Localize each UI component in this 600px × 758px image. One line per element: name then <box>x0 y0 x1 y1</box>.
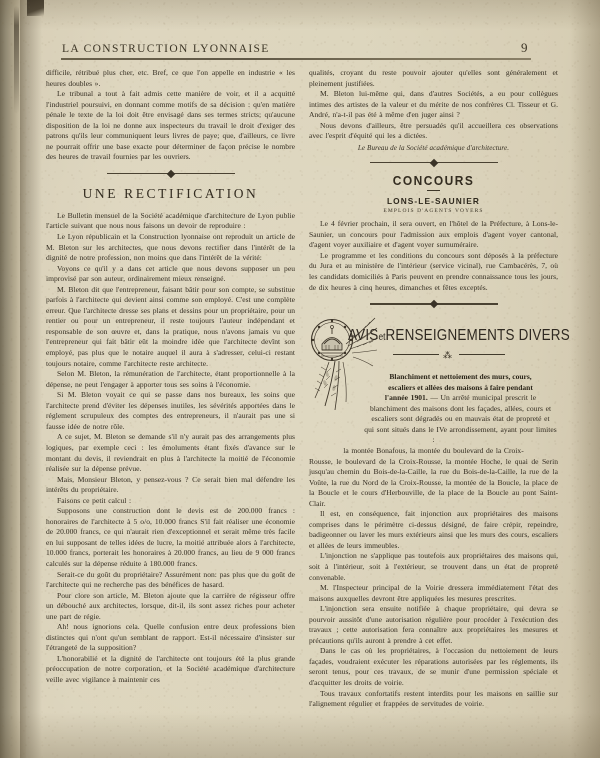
paragraph: Il est, en conséquence, fait injonction aux propriétaires des maisons comprises dans le périmètre ci-dessus désigné, de faire crépir, repeindre, badigeonner ou laver les murs extérieurs ainsi que les murs des cours, escaliers et allées de leurs immeubles. <box>309 509 558 550</box>
avis-banner-word-rest: RENSEIGNEMENTS DIVERS <box>385 325 570 344</box>
paragraph: Le programme et les conditions du concours sont déposés à la préfecture du Jura et au ministère de l'intérieur (service vicinal), rue Cambacérès, 7, où les candidats domiciliés à Paris peuvent en prendre connaissance tous les jours, de dix heures à cinq heures, dimanches et fêtes exceptés. <box>309 250 558 292</box>
paragraph: Supposons une construction dont le devis est de 200.000 francs : honoraires de l'architecte à 5 o/o, 10.000 francs S'il fait réaliser une économie de 20.000 francs, ce qui n'aurait rien d'exceptionnel et serait même très facile en lui supposant de telles idées de lucre, la moitié attribuée alors à l'architecte, 10.000 francs, porterait les honoraires à 20.000 francs, au lieu de 9 000 francs calculés sur la dépense réduite à 180.000 francs. <box>46 506 295 568</box>
paragraph: M. Bleton dit que l'entrepreneur, faisant bâtir pour son compte, se substitue parfois à l'architecte qui devient ainsi comme son employé. C'est une complète erreur. Que l'architecte dresse ses plans et dessins pour un propriétaire, pour un rentier ou pour un entrepreneur, il reste toujours l'auteur indépendant et responsable de son œuvre et, dans la pratique, nous n'avons jamais vu que l'entrepreneur qui fait bâtir eût la moindre idée que l'architecte devînt son employé, pas plus que le notaire auquel il aura à s'adresser, celui-ci restant toujours notaire, comme l'architecte reste architecte. <box>46 284 295 368</box>
binding-shadow <box>20 0 42 758</box>
avis-first-tail: — Un arrêté municipal prescrit le <box>427 393 537 403</box>
avis-banner-title <box>348 326 570 344</box>
page-edge-shading-right <box>570 0 600 758</box>
ornamental-divider <box>370 159 498 166</box>
paragraph: Faisons ce petit calcul : <box>57 495 132 505</box>
paragraph: Voyons ce qu'il y a dans cet article que nous devons supposer un peu improvisé par son auteur, ordinairement mieux renseigné. <box>46 263 295 284</box>
ornamental-divider <box>370 300 498 307</box>
paragraph-line: escaliers sont dégradés ou en mauvais état de propreté et <box>371 414 550 424</box>
avis-lead-line: Blanchiment et nettoiement des murs, cours, <box>389 372 532 382</box>
paragraph: Serait-ce du goût du propriétaire? Assurément non: pas plus que du goût de l'architecte qui ne recherche pas des bénéfices de hasard. <box>46 569 295 590</box>
paragraph: A ce sujet, M. Bleton se demande s'il n'y aurait pas des arrangements plus logiques, par exemple ceci : les émoluments étant fixés d'avance sur le montant du devis, il reviendrait en plus à l'architecte la moitié de l'économie réalisée sur la dépense prévue. <box>46 432 295 474</box>
right-column <box>309 68 570 709</box>
paragraph: Mais, Monsieur Bleton, y pensez-vous ? Ce serait bien mal défendre les intérêts du propriétaire. <box>46 474 295 495</box>
avis-banner-word-et: et <box>378 330 386 343</box>
paragraph: Dans le cas où les propriétaires, à l'occasion du nettoiement de leurs façades, voudraient exécuter les réparations autorisées par les réglements, ils seront tenus, pour ces travaux, de se munir d'une permission spéciale et d'acquitter les droits de voirie. <box>309 646 558 687</box>
avis-lead-line: escaliers et allées des maisons à faire pendant <box>388 382 533 392</box>
paragraph: Selon M. Bleton, la rémunération de l'architecte, étant proportionnelle à la dépense, ne peut l'engager à apporter tous ses soins à l'économie. <box>46 369 295 389</box>
paragraph: Le tribunal a tout à fait admis cette manière de voir, et il a acquitté l'industriel poursuivi, en donnant comme motifs de sa décision : qu'en matière pénale le texte de la loi doit être envisagé dans ses termes stricts; qu'aucune disposition de la loi ne donne aux inspecteurs du travail le droit d'exiger des patrons qu'ils leur communiquent leurs livres de paye; que, d'ailleurs, ce livre ne pourrait offrir une base exacte pour déterminer de façon précise le nombre des heures de travail fournies par les ouvriers. <box>46 89 295 162</box>
avis-lead-year: l'année 1901. <box>384 393 428 403</box>
concours-place: LONS-LE-SAUNIER <box>386 196 480 207</box>
paragraph: Le Lyon républicain et la Construction lyonnaise ont reproduit un article de M. Bleton sur les architectes, que nous devons rectifier dans l'intérêt de la dignité de notre profession, non moins que dans l'intérêt de la vérité: <box>46 232 295 263</box>
page-edge-shading-top <box>0 0 600 30</box>
avis-banner <box>309 314 570 372</box>
paragraph: Pour clore son article, M. Bleton ajoute que la carrière de régisseur offre un débouché aux architectes, lorsque, dit-il, ils sont assez riches pour acheter une part de régie. <box>46 590 295 621</box>
paragraph: Rousse, le boulevard de la Croix-Rousse, la montée Hoche, le quai de Serin jusqu'au chemin du Bois-de-la-Caille, la rue du Bois-de-la-Caille, la rue de la Voûte, la rue du Nord de la Croix-Rousse, la montée de la Boucle, la place de la Boucle et le cours d'Herbouville, de la place de la Boucle au pont Saint-Clair. <box>309 456 558 508</box>
section-heading-rectification: UNE RECTIFICATION <box>82 185 259 201</box>
paragraph: Si M. Bleton voyait ce qui se passe dans nos bureaux, les soins que l'architecte prend d'éviter les dépenses inutiles, les sévérités apportées dans le réglement scrupuleux des comptes des entrepreneurs, il n'aurait pas une si fausse idée de notre rôle. <box>46 390 295 431</box>
short-rule <box>427 190 440 191</box>
article-signature: Le Bureau de la Société académique d'architecture. <box>357 143 510 152</box>
running-head <box>62 40 528 56</box>
fleuron-icon: ⁂ <box>443 350 452 361</box>
avis-lead-block <box>309 372 558 456</box>
paragraph-intro: Le Bulletin mensuel de la Société académique d'architecture de Lyon publie l'article suivant que nous nous faisons un devoir de reproduire : <box>46 210 295 231</box>
page-edge-shading-bottom <box>0 712 600 758</box>
paragraph: L'injonction ne s'applique pas toutefois aux propriétaires des maisons qui, soit à l'intérieur, soit à l'extérieur, se trouvent dans un état de propreté convenable. <box>309 551 558 582</box>
body-columns <box>46 68 570 709</box>
paragraph: Le 4 février prochain, il sera ouvert, en l'hôtel de la Préfecture, à Lons-le-Saunier, un concours pour l'admission aux emplois d'agent voyer cantonal, d'agent voyer auxiliaire et d'agent voyer surnuméraire. <box>309 219 558 250</box>
paragraph-line: blanchiment des maisons dont les façades, allées, cours et <box>369 403 552 413</box>
concours-subtitle: EMPLOIS D'AGENTS VOYERS <box>383 208 484 215</box>
page-number: 9 <box>521 40 528 55</box>
ornamental-divider <box>107 170 235 177</box>
paragraph: Ah! nous ignorions cela. Quelle confusion entre deux professions bien distinctes qui n'ont qu'un semblant de rapport. Est-il nécessaire d'insister sur l'étrangeté de la supposition? <box>46 622 295 653</box>
avis-banner-word-avis: AVIS <box>348 325 379 344</box>
paragraph-line: la montée Bonafous, la montée du boulevard de la Croix- <box>343 445 524 455</box>
header-rule <box>61 58 531 60</box>
avis-banner-rule <box>393 350 505 361</box>
ornament-text-wrap-spacer <box>309 372 363 434</box>
paragraph: L'honorabilié et la dignité de l'architecte ont toujours été la plus grande préoccupation de notre corporation, et la Société académique d'architecture veille avec vigilance à maintenir ces <box>46 653 295 684</box>
paragraph-line: qui sont situés dans le IVe arrondissement, ayant pour limites : <box>364 424 557 445</box>
paragraph: Tous travaux confortatifs restent interdits pour les maisons en saillie sur l'alignement régulier et frappées de servitudes de voirie. <box>309 688 558 709</box>
paragraph: M. l'Inspecteur principal de la Voirie dressera immédiatement l'état des maisons auxquelles devront être appliquées les mesures prescrites. <box>309 583 558 603</box>
paragraph: M. Bleton lui-même qui, dans d'autres Sociétés, a eu pour collègues intimes des artistes de la valeur et du mérite de nos confrères Cl. Tisseur et G. André, n'a-t-il pas été à même d'en juger ainsi ? <box>309 89 558 120</box>
journal-title: LA CONSTRUCTION LYONNAISE <box>62 43 270 55</box>
paragraph: qualités, croyant du reste pouvoir ajouter qu'elles sont généralement et pleinement justifiées. <box>309 68 558 88</box>
left-column <box>46 68 295 708</box>
paragraph: Nous devons d'ailleurs, être persuadés qu'il accueillera ces observations avec l'esprit d'équité qui les a dictées. <box>309 120 558 141</box>
paragraph: difficile, rétribué plus cher, etc. Bref, ce que l'on appelle en industrie « les heures doubles ». <box>46 68 295 88</box>
paragraph: L'injonction sera ensuite notifiée à chaque propriétaire, qui devra se pourvoir aussitôt d'une autorisation régulière pour procéder à l'exécution des travaux ; cette autorisation fera connaître aux propriétaires les mesures et précautions qu'ils auront à prendre à cet effet. <box>309 604 558 645</box>
section-heading-concours: CONCOURS <box>392 172 475 188</box>
